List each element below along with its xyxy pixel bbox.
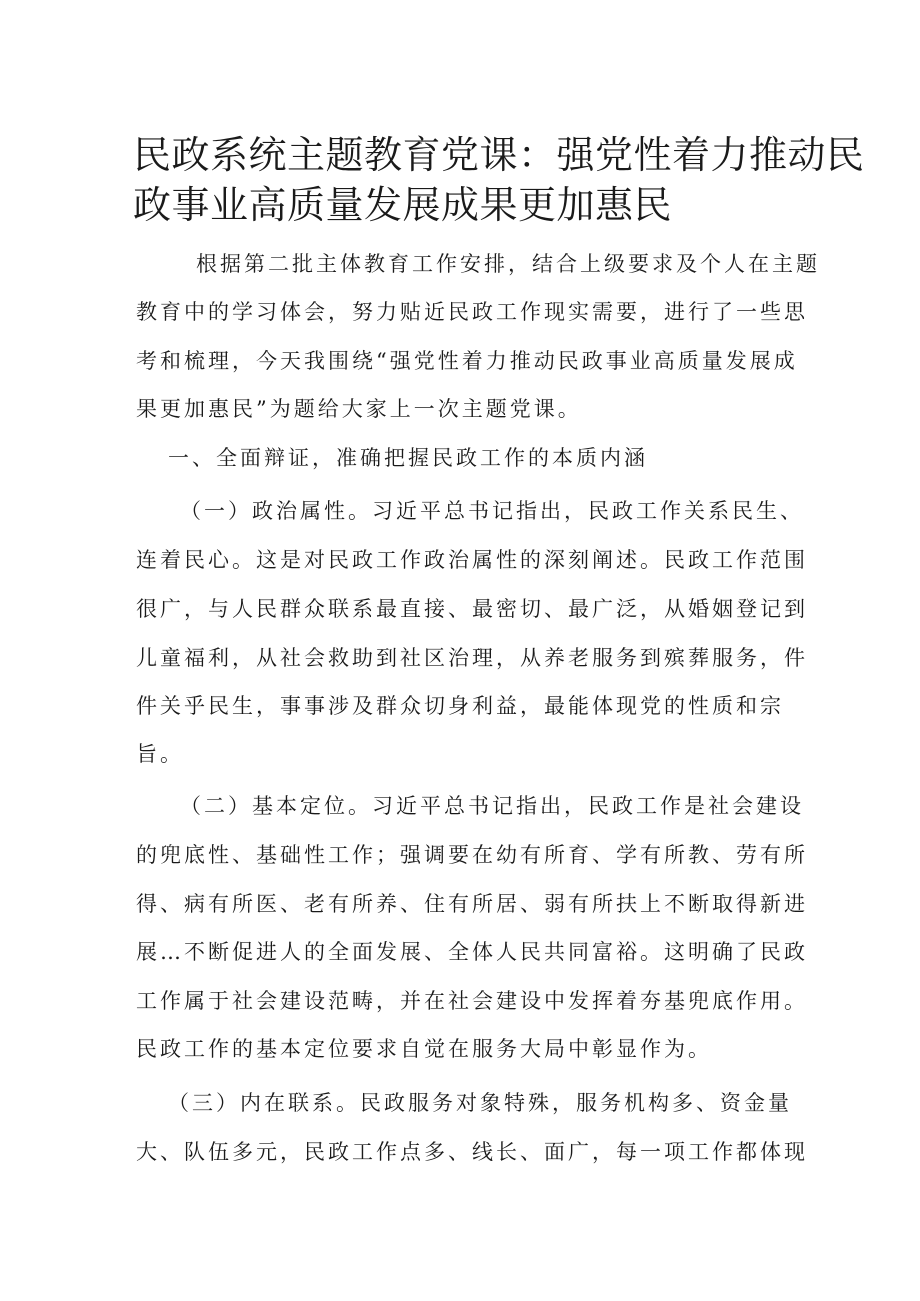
- title-line: 民政系统主题教育党课：强党性着力推动民: [133, 133, 865, 177]
- paragraph-line: 大、队伍多元，民政工作点多、线长、面广，每一项工作都体现: [136, 1140, 808, 1164]
- paragraph-line: 连着民心。这是对民政工作政治属性的深刻阐述。民政工作范围: [136, 548, 808, 572]
- paragraph-line: 旨。: [136, 742, 184, 766]
- paragraph-line: （二）基本定位。习近平总书记指出，民政工作是社会建设: [180, 794, 804, 818]
- paragraph-line: 很广，与人民群众联系最直接、最密切、最广泛，从婚姻登记到: [136, 597, 808, 621]
- paragraph-line: 得、病有所医、老有所养、住有所居、弱有所扶上不断取得新进: [136, 892, 808, 916]
- paragraph-line: 件关乎民生，事事涉及群众切身利益，最能体现党的性质和宗: [136, 694, 784, 718]
- title-line: 政事业高质量发展成果更加惠民: [133, 183, 673, 227]
- paragraph-line: 的兜底性、基础性工作；强调要在幼有所育、学有所教、劳有所: [136, 843, 808, 867]
- paragraph-line: （三）内在联系。民政服务对象特殊，服务机构多、资金量: [168, 1091, 792, 1115]
- document-title: [133, 130, 865, 230]
- section-heading: 一、全面辩证，准确把握民政工作的本质内涵: [168, 446, 648, 470]
- paragraph-line: 工作属于社会建设范畴，并在社会建设中发挥着夯基兜底作用。: [136, 989, 808, 1013]
- paragraph-line: 展…不断促进人的全面发展、全体人民共同富裕。这明确了民政: [136, 940, 808, 964]
- paragraph-line: 民政工作的基本定位要求自觉在服务大局中彰显作为。: [136, 1037, 712, 1061]
- paragraph-line: 教育中的学习体会，努力贴近民政工作现实需要，进行了一些思: [136, 300, 808, 324]
- paragraph-line: （一）政治属性。习近平总书记指出，民政工作关系民生、: [180, 499, 804, 523]
- paragraph-line: 根据第二批主体教育工作安排，结合上级要求及个人在主题: [196, 252, 820, 276]
- paragraph-line: 儿童福利，从社会救助到社区治理，从养老服务到殡葬服务，件: [136, 646, 808, 670]
- paragraph-line: 考和梳理，今天我围绕“强党性着力推动民政事业高质量发展成: [136, 349, 798, 373]
- paragraph-line: 果更加惠民”为题给大家上一次主题党课。: [136, 397, 582, 421]
